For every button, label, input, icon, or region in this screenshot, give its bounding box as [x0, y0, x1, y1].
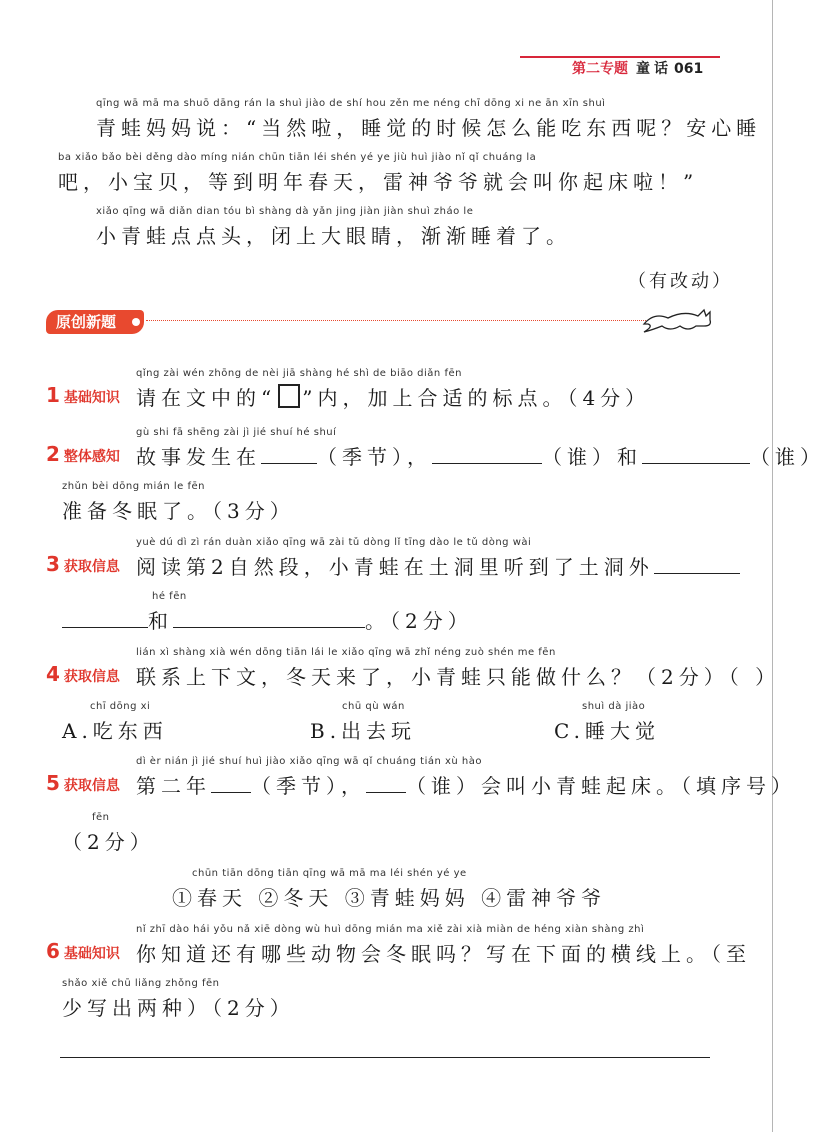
pinyin-line: hé fēn: [152, 591, 187, 602]
question-text: 少写出两种）（2分）: [62, 996, 295, 1020]
option-pinyin: chū qù wán: [342, 701, 405, 712]
pinyin-line: yuè dú dì zì rán duàn xiǎo qīng wā zài tǔ dòng lǐ tīng dào le tǔ dòng wài: [136, 537, 532, 548]
header-topic: 第二专题: [572, 61, 628, 77]
question-text: 请在文中的“ ”内，加上合适的标点。（4分）: [136, 386, 651, 410]
pinyin-line: zhǔn bèi dōng mián le fēn: [62, 481, 206, 492]
story-line: 小青蛙点点头，闭上大眼睛，渐渐睡着了。: [96, 224, 571, 248]
answer-blank[interactable]: [432, 445, 542, 464]
answer-line[interactable]: [60, 1057, 710, 1058]
question-badge: 2 整体感知: [46, 442, 120, 466]
option-c[interactable]: C.睡大觉: [554, 719, 660, 743]
answer-blank[interactable]: [366, 774, 406, 793]
question-badge: 1 基础知识: [46, 383, 120, 407]
question-text: 和 。（2分）: [62, 605, 473, 634]
pinyin-line: lián xì shàng xià wén dōng tiān lái le xiǎo qīng wā zhǐ néng zuò shén me fēn: [136, 647, 556, 658]
answer-blank[interactable]: [211, 774, 251, 793]
option-pinyin: shuì dà jiào: [582, 701, 646, 712]
answer-blank[interactable]: [654, 555, 740, 574]
option-pinyin: chī dōng xi: [90, 701, 151, 712]
pinyin-line: qīng wā mā ma shuō dāng rán la shuì jiào de shí hou zěn me néng chī dōng xi ne ān xīn shuì: [96, 98, 606, 109]
header-title: 童话: [636, 61, 672, 77]
page-number: 061: [674, 61, 704, 77]
question-text: 你知道还有哪些动物会冬眠吗？写在下面的横线上。（至: [136, 942, 751, 966]
section-label: 原创新题: [56, 313, 117, 331]
pinyin-line: gù shi fā shēng zài jì jié shuí hé shuí: [136, 427, 337, 438]
pinyin-line: qǐng zài wén zhōng de nèi jiā shàng hé shì de biāo diǎn fēn: [136, 368, 462, 379]
section-divider: [146, 320, 646, 321]
answer-blank[interactable]: [642, 445, 750, 464]
question-text: 阅读第2自然段，小青蛙在土洞里听到了土洞外: [136, 551, 740, 580]
pinyin-line: fēn: [92, 812, 110, 823]
question-text: 联系上下文，冬天来了，小青蛙只能做什么？（2分）（ ）: [136, 665, 781, 689]
answer-blank[interactable]: [261, 445, 317, 464]
pinyin-line: shǎo xiě chū liǎng zhǒng fēn: [62, 978, 220, 989]
answer-blank[interactable]: [173, 609, 365, 628]
pinyin-line: chūn tiān dōng tiān qīng wā mā ma léi shén yé ye: [192, 868, 467, 879]
source-note: （有改动）: [628, 271, 733, 292]
question-badge: 5 获取信息: [46, 771, 120, 795]
story-line: 青蛙妈妈说：“当然啦，睡觉的时候怎么能吃东西呢？安心睡: [96, 116, 762, 140]
question-text: （2分）: [62, 830, 155, 854]
question-badge: 4 获取信息: [46, 662, 120, 686]
story-line: 吧，小宝贝，等到明年春天，雷神爷爷就会叫你起床啦！”: [58, 170, 699, 194]
question-text: 准备冬眠了。（3分）: [62, 499, 295, 523]
section-tag: [46, 310, 144, 334]
cat-icon: [640, 302, 720, 336]
option-b[interactable]: B.出去玩: [310, 719, 417, 743]
pinyin-line: nǐ zhī dào hái yǒu nǎ xiē dòng wù huì dōng mián ma xiě zài xià miàn de héng xiàn shàng zhì: [136, 924, 645, 935]
question-badge: 6 基础知识: [46, 939, 120, 963]
choice-list: ①春天 ②冬天 ③青蛙妈妈 ④雷神爷爷: [172, 886, 607, 910]
question-text: 第二年 （季节）， （谁）会叫小青蛙起床。（填序号）: [136, 774, 796, 798]
punctuation-box: [278, 384, 300, 408]
pinyin-line: xiǎo qīng wā diǎn dian tóu bì shàng dà yǎn jing jiàn jiàn shuì zháo le: [96, 206, 474, 217]
page-header: [572, 58, 703, 78]
answer-blank[interactable]: [62, 609, 148, 628]
question-badge: 3 获取信息: [46, 552, 120, 576]
page-edge-rule: [772, 0, 773, 1132]
pinyin-line: ba xiǎo bǎo bèi děng dào míng nián chūn tiān léi shén yé ye jiù huì jiào nǐ qǐ chuáng la: [58, 152, 537, 163]
question-text: 故事发生在 （季节）， （谁）和 （谁）: [136, 445, 825, 469]
option-a[interactable]: A.吃东西: [62, 719, 168, 743]
pinyin-line: dì èr nián jì jié shuí huì jiào xiǎo qīng wā qǐ chuáng tián xù hào: [136, 756, 483, 767]
